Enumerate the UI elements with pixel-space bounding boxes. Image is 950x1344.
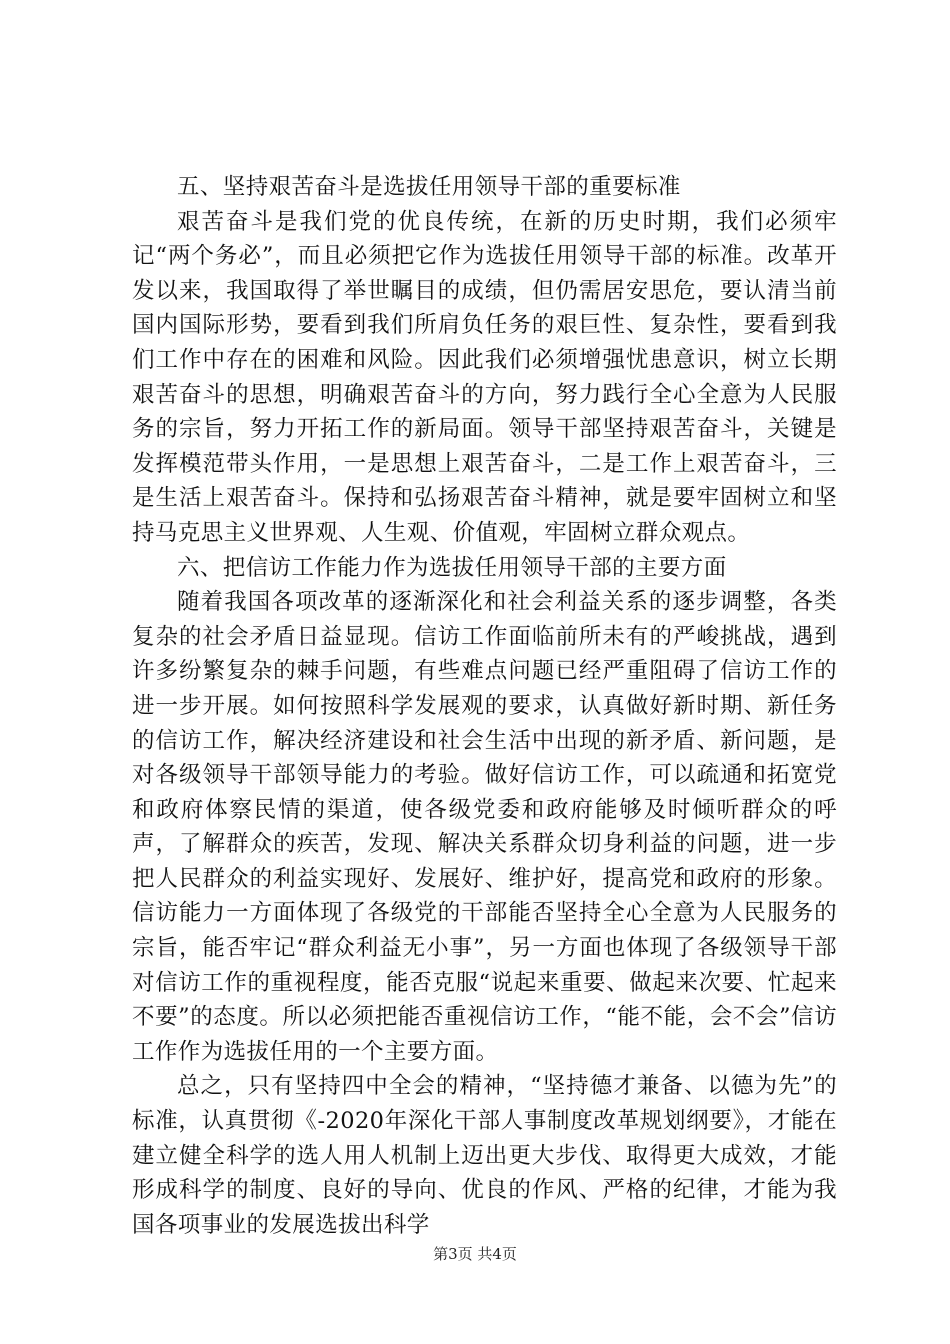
page-footer bbox=[0, 1244, 950, 1264]
paragraph-conclusion: 总之，只有坚持四中全会的精神，“坚持德才兼备、以德为先”的标准，认真贯彻《-2020年深化干部人事制度改革规划纲要》，才能在建立健全科学的选人用人机制上迈出更大步伐、取得更大成效，才能形成科学的制度、良好的导向、优良的作风、严格的纪律，才能为我国各项事业的发展选拔出科学 bbox=[132, 1073, 837, 1238]
document-body bbox=[132, 170, 837, 1242]
page-number-label: 第3页 共4页 bbox=[433, 1245, 517, 1263]
section-heading-5: 五、坚持艰苦奋斗是选拔任用领导干部的重要标准 bbox=[177, 174, 681, 200]
paragraph-hard-work: 艰苦奋斗是我们党的优良传统，在新的历史时期，我们必须牢记“两个务必”，而且必须把它作为选拔任用领导干部的标准。改革开发以来，我国取得了举世瞩目的成绩，但仍需居安思危，要认清当前国内国际形势，要看到我们所肩负任务的艰巨性、复杂性，要看到我们工作中存在的困难和风险。因此我们必须增强忧患意识，树立长期艰苦奋斗的思想，明确艰苦奋斗的方向，努力践行全心全意为人民服务的宗旨，努力开拓工作的新局面。领导干部坚持艰苦奋斗，关键是发挥模范带头作用，一是思想上艰苦奋斗，二是工作上艰苦奋斗，三是生活上艰苦奋斗。保持和弘扬艰苦奋斗精神，就是要牢固树立和坚持马克思主义世界观、人生观、价值观，牢固树立群众观点。 bbox=[132, 208, 837, 546]
section-heading-6: 六、把信访工作能力作为选拔任用领导干部的主要方面 bbox=[177, 554, 727, 581]
paragraph-petition-work: 随着我国各项改革的逐渐深化和社会利益关系的逐步调整，各类复杂的社会矛盾日益显现。信访工作面临前所未有的严峻挑战，遇到许多纷繁复杂的棘手问题，有些难点问题已经严重阻碍了信访工作的进一步开展。如何按照科学发展观的要求，认真做好新时期、新任务的信访工作，解决经济建设和社会生活中出现的新矛盾、新问题，是对各级领导干部领导能力的考验。做好信访工作，可以疏通和拓宽党和政府体察民情的渠道，使各级党委和政府能够及时倾听群众的呼声，了解群众的疾苦，发现、解决关系群众切身利益的问题，进一步把人民群众的利益实现好、发展好、维护好，提高党和政府的形象。信访能力一方面体现了各级党的干部能否坚持全心全意为人民服务的宗旨，能否牢记“群众利益无小事”，另一方面也体现了各级领导干部对信访工作的重视程度，能否克服“说起来重要、做起来次要、忙起来不要”的态度。所以必须把能否重视信访工作，“能不能，会不会”信访工作作为选拔任用的一个主要方面。 bbox=[132, 589, 837, 1065]
